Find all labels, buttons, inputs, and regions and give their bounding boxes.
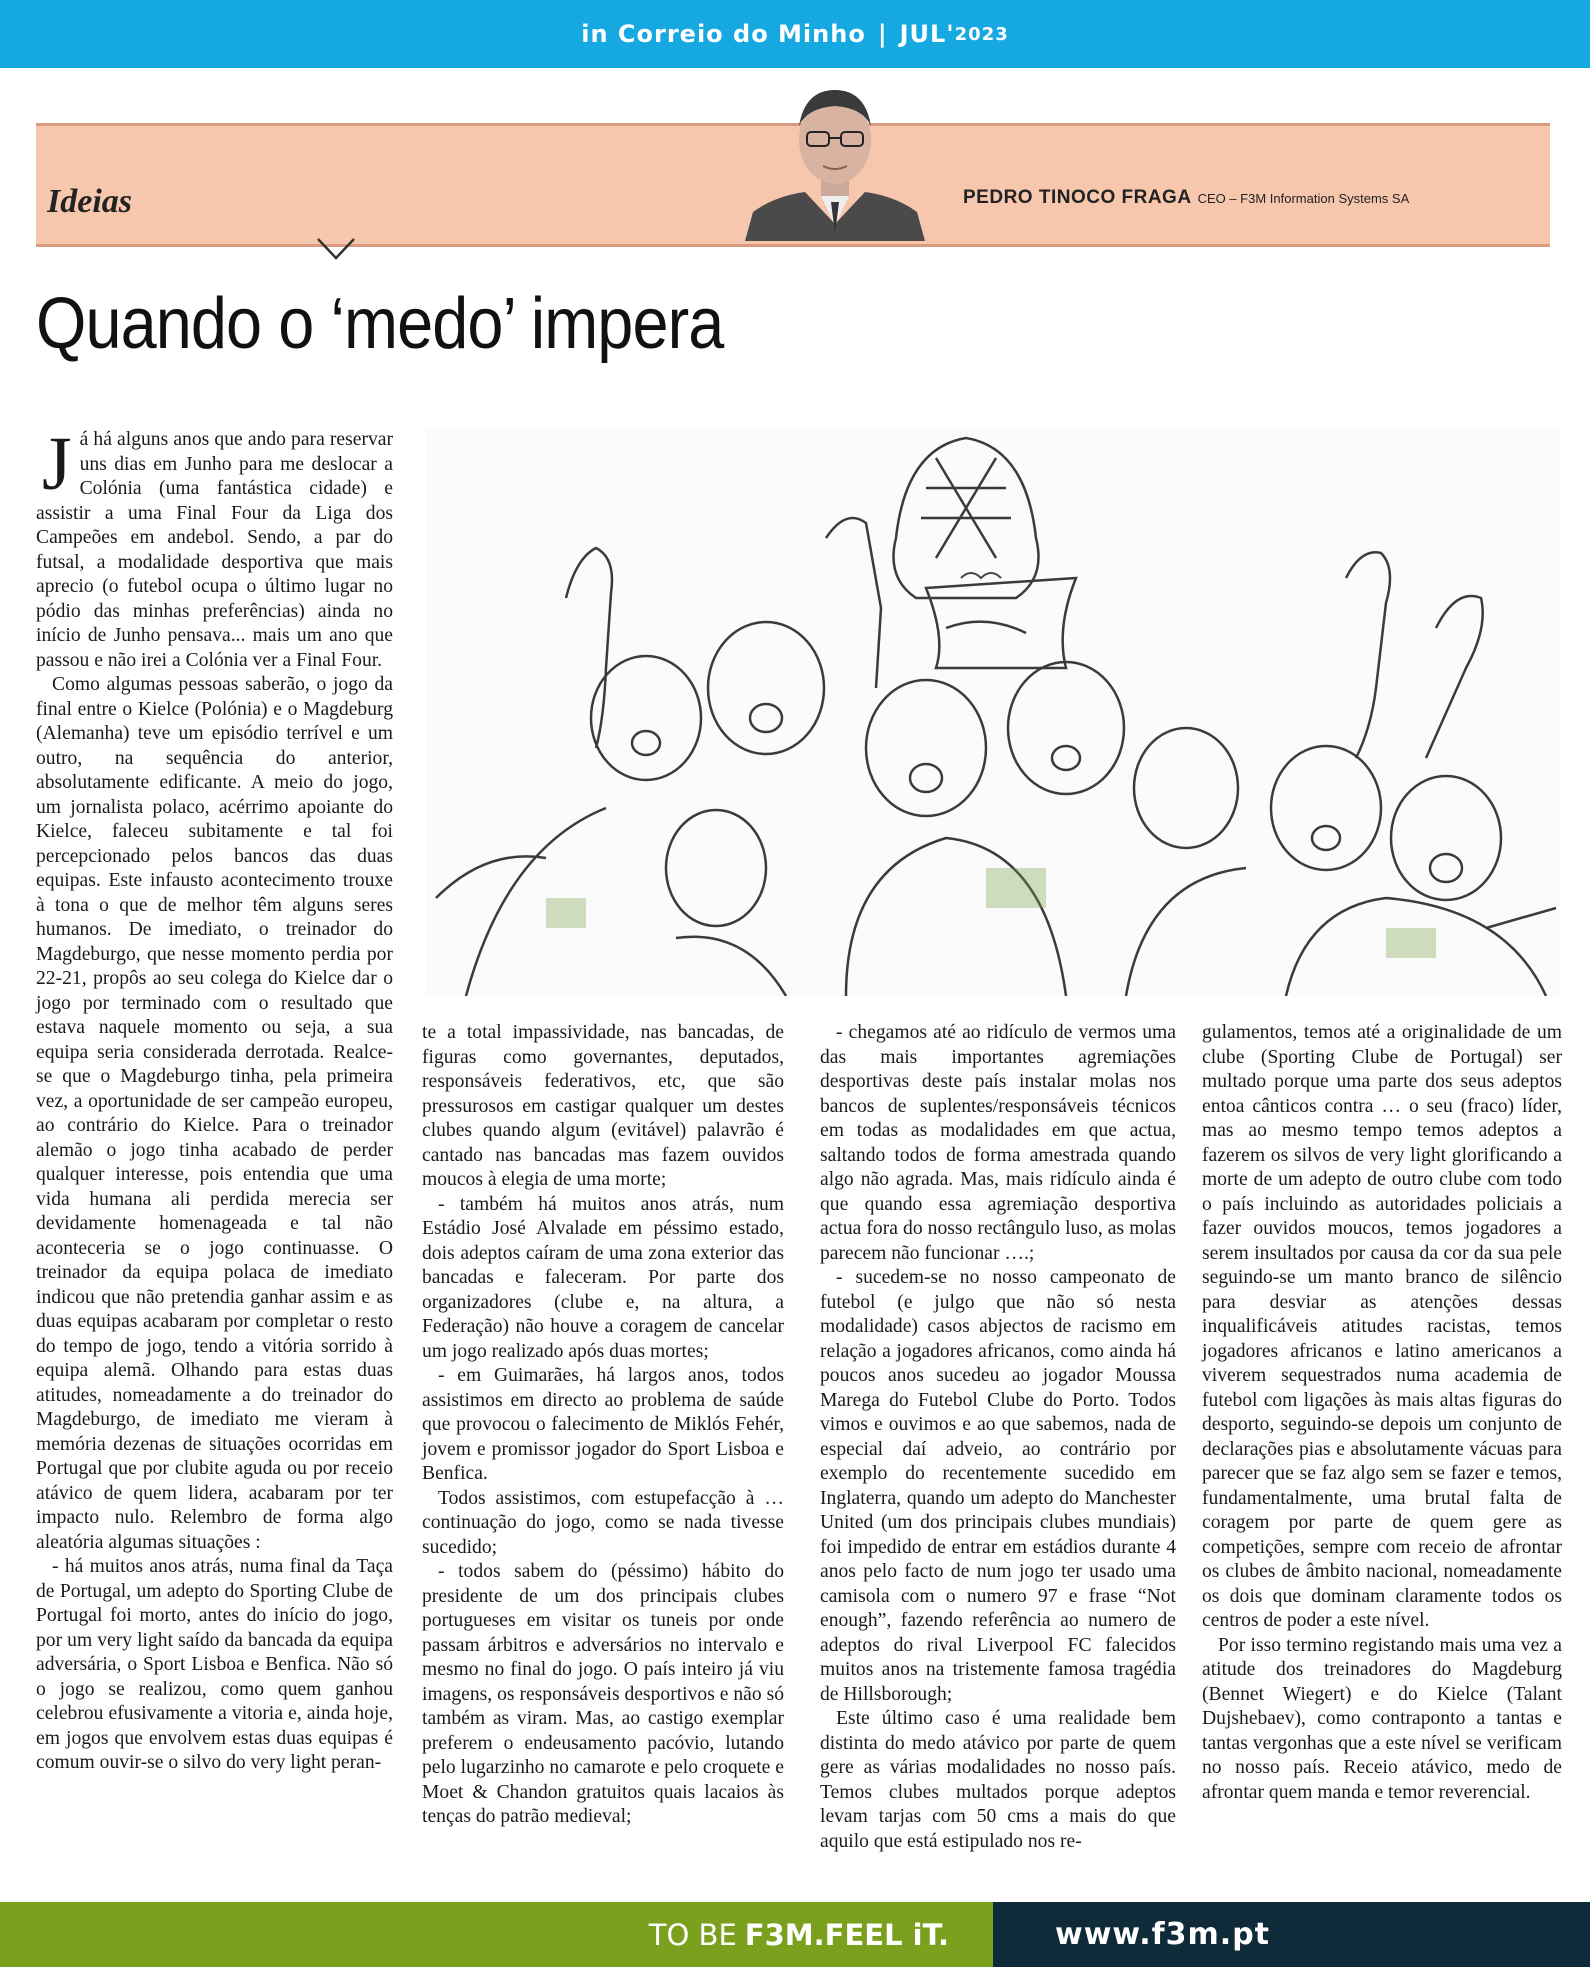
article-column-2 xyxy=(422,1021,784,1830)
article-paragraph: Todos assistimos, com estupefacção à … continuação do jogo, como se nada tivesse sucedido; xyxy=(422,1487,784,1558)
paragraph-text: á há alguns anos que ando para reservar uns dias em Junho para me deslocar a Colónia (uma fantástica cidade) e assistir a uma Final Four da Liga dos Campeões em andebol. Sendo, a par do futsal, a modalidade desportiva que mais aprecio (o futebol ocupa o último lugar no pódio das minhas preferências) ainda no início de Junho pensava... mais um ano que passou e não irei a Colónia ver a Final Four. xyxy=(36,429,393,671)
article-paragraph: - em Guimarães, há largos anos, todos assistimos em directo ao problema de saúde que provocou o falecimento de Miklós Fehér, jovem e promissor jogador do Sport Lisboa e Benfica. xyxy=(422,1365,784,1484)
author-role: CEO – F3M Information Systems SA xyxy=(1197,191,1410,206)
article-paragraph: - todos sabem do (péssimo) hábito do presidente de um dos principais clubes portugueses em visitar os tuneis por onde passam árbitros e adversários no intervalo e mesmo no final do jogo. O país inteiro já viu imagens, os responsáveis desportivos e não só também as viram. Mas, ao castigo exemplar preferem o endeusamento pacóvio, lutando pelo lugarzinho no camarote e pelo croquete e Moet & Chandon gratuitos quais lacaios às tenças do patrão medieval; xyxy=(422,1561,784,1827)
author-byline xyxy=(963,187,1409,209)
footer-slogan-bar xyxy=(0,1902,993,1967)
publication-bar xyxy=(0,0,1590,68)
article-paragraph: Como algumas pessoas saberão, o jogo da final entre o Kielce (Polónia) e o Magdeburg (Alemanha) teve um episódio terrível e um outro, na sequência do anterior, absolutamente edificante. A meio do jogo, um jornalista polaco, acérrimo apoiante do Kielce, faleceu subitamente e tal foi percepcionado pelos bancos das duas equipas. Este infausto acontecimento trouxe à tona o que de melhor têm alguns seres humanos. De imediato, o treinador do Magdeburgo, que nesse momento perdia por 22-21, propôs ao seu colega do Kielce dar o jogo por terminado com o resultado que estava naquele momento ou seja, a sua equipa seria considerada derrotada. Realce-se que o Magdeburgo tinha, pela primeira vez, a oportunidade de ser campeão europeu, ao contrário do Kielce. Para o treinador alemão o jogo tinha acabado de perder qualquer interesse, pois entendia que uma vida humana ali perdida merecia ser devidamente homenageada e tal não aconteceria se o jogo continuasse. O treinador da equipa polaca de imediato indicou que não pretendia ganhar assim e as duas equipas acabaram por completar o resto do tempo de jogo, tendo a vitória sorrido à equipa alemã. Olhando para estas duas atitudes, nomeadamente a do treinador do Magdeburgo, de imediato me vieram à memória dezenas de situações ocorridas em Portugal que por clubite aguda ou por receio atávico de quem lidera, acabaram por ter impacto nulo. Relembro de forma algo aleatória algumas situações : xyxy=(36,674,393,1553)
author-name: PEDRO TINOCO FRAGA xyxy=(963,187,1192,208)
article-paragraph: - há muitos anos atrás, numa final da Taça de Portugal, um adepto do Sporting Clube de Portugal foi morto, antes do início do jogo, por um very light saído da bancada da equipa adversária, o Sport Lisboa e Benfica. Não só o jogo se realizou, como quem ganhou celebrou efusivamente a vitoria e, ainda hoje, em jogos que envolvem estas duas equipas é comum ouvir-se o silvo do very light peran- xyxy=(36,1556,393,1773)
chevron-down-icon xyxy=(316,236,356,262)
article-paragraph xyxy=(36,422,393,673)
website-link[interactable]: www.f3m.pt xyxy=(1055,1917,1271,1952)
article-paragraph: - sucedem-se no nosso campeonato de futebol (e julgo que não só nesta modalidade) casos abjectos de racismo em relação a jogadores africanos, como ainda há poucos anos sucedeu ao jogador Moussa Marega do Futebol Clube do Porto. Todos vimos e ouvimos e ao que sabemos, nada de especial daí adveio, ao contrário por exemplo do recentemente sucedido em Inglaterra, quando um adepto do Manchester United (um dos principais clubes mundiais) foi impedido de entrar em estádios durante 4 anos pelo facto de num jogo ter usado uma camisola com o numero 97 e frase “Not enough”, fazendo referência ao numero de adeptos do rival Liverpool FC falecidos muitos anos na tristemente famosa tragédia de Hillsborough; xyxy=(820,1267,1176,1705)
article-paragraph: Por isso termino registando mais uma vez a atitude dos treinadores do Magdeburg (Bennet Wiegert) e do Kielce (Talant Dujshebaev), como contraponto a tantas e tantas vergonhas que a este nível se verificam no nosso país. Receio atávico, medo de afrontar quem manda e temor reverencial. xyxy=(1202,1634,1562,1803)
article-column-1 xyxy=(36,422,393,1776)
article-paragraph: te a total impassividade, nas bancadas, de figuras como governantes, deputados, responsáveis federativos, etc, que são pressurosos em castigar qualquer um destes clubes quando algum (evitável) palavrão é cantado nas bancadas mas fazem ouvidos moucos à elegia de uma morte; xyxy=(422,1022,784,1190)
separator: | xyxy=(877,20,888,48)
drop-cap: J xyxy=(42,422,72,506)
article-paragraph: - também há muitos anos atrás, num Estádio José Alvalade em péssimo estado, dois adeptos caíram de uma zona exterior das bancadas e faleceram. Por parte dos organizadores (clube e, na altura, a Federação) não houve a coragem de cancelar um jogo realizado após duas mortes; xyxy=(422,1193,784,1362)
issue-month: JUL' xyxy=(899,20,955,48)
issue-year: 2023 xyxy=(954,23,1009,45)
slogan-prefix: TO BE xyxy=(648,1917,737,1952)
article-paragraph: - chegamos até ao ridículo de vermos uma das mais importantes agremiações desportivas deste país instalar molas nos bancos de suplentes/responsáveis técnicos em todas as modalidades em que actua, saltando todos de forma amestrada quando algo não agrada. Mas, mais ridículo ainda é que quando essa agremiação desportiva actua fora do nosso rectângulo luso, as molas parecem não funcionar ….; xyxy=(820,1022,1176,1264)
article-title: Quando o ‘medo’ impera xyxy=(36,284,724,364)
article-paragraph: gulamentos, temos até a originalidade de um clube (Sporting Clube de Portugal) ser multado porque uma parte dos seus adeptos entoa cânticos contra … o seu (fraco) líder, mas ao mesmo tempo temos adeptos a fazerem os silvos de very light glorificando a morte de um adepto de outro clube com todo o país incluindo as autoridades policiais a fazer ouvidos moucos, temos jogadores a serem insultados por causa da cor da sua pele seguindo-se um manto branco de silêncio para desviar as atenções dessas inqualificáveis atitudes racistas, temos jogadores africanos e latino americanos a viverem sequestrados numa academia de futebol com ligações às mais altas figuras do desporto, seguindo-se depois um conjunto de declarações pias e absolutamente vácuas para parecer que se faz algo sem se fazer e temos, fundamentalmente, uma brutal falta de coragem por parte de quem gere as competições, sempre com receio de afrontar os clubes de âmbito nacional, nomeadamente os dois que dominam claramente todos os centros de poder a este nível. xyxy=(1202,1022,1562,1631)
article-column-3 xyxy=(820,1021,1176,1854)
article-paragraph: Este último caso é uma realidade bem distinta do medo atávico por parte de quem gere as várias modalidades no nosso país. Temos clubes multados porque adeptos levam tarjas com 50 cms a mais do que aquilo que está estipulado nos re- xyxy=(820,1708,1176,1852)
publication-name: in Correio do Minho xyxy=(581,20,866,48)
author-portrait xyxy=(735,74,935,241)
footer-url-bar xyxy=(993,1902,1590,1967)
team-celebration-photo xyxy=(426,428,1560,996)
section-label: Ideias xyxy=(47,183,132,220)
article-column-4 xyxy=(1202,1021,1562,1805)
slogan-brand: F3M.FEEL iT. xyxy=(744,1917,949,1952)
